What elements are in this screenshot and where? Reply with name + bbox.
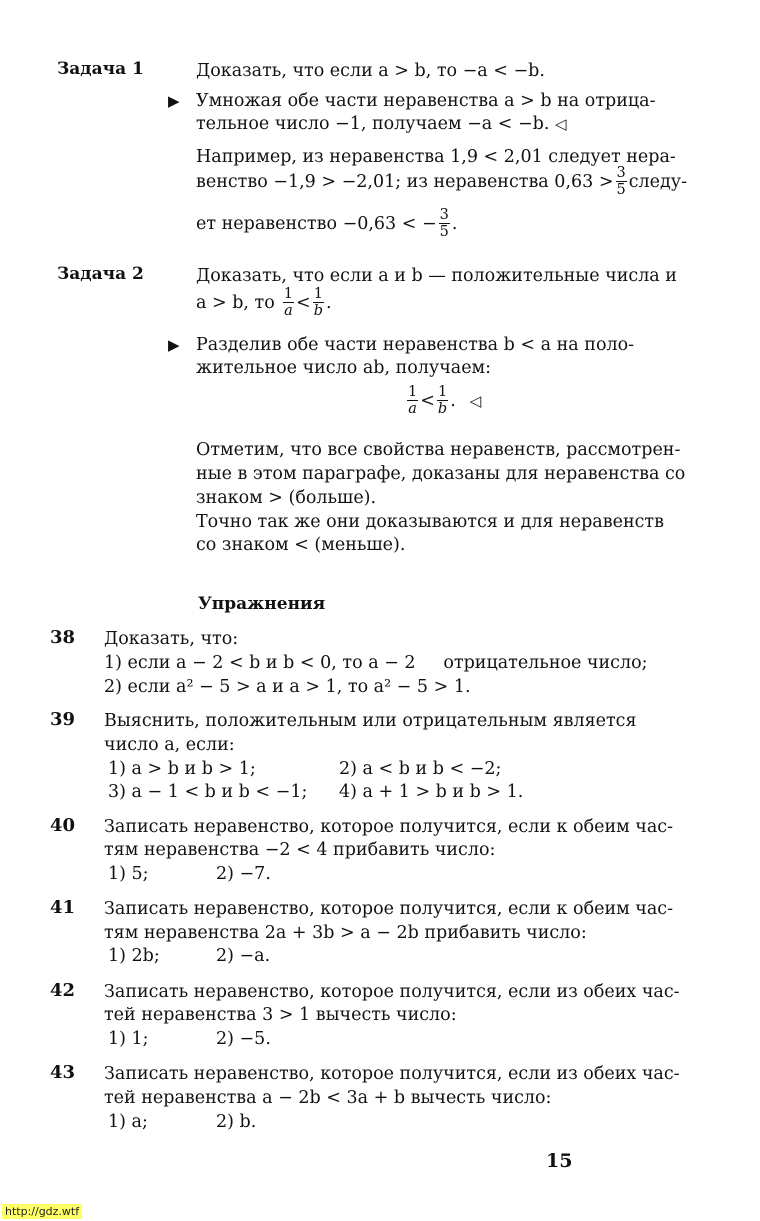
task2-result-formula: $\frac{1}{a}$ < $\frac{1}{b}$ . ◁ xyxy=(408,384,482,417)
fraction-1-a: $\frac{1}{a}$ xyxy=(408,384,418,417)
proof-end-icon: ◁ xyxy=(555,115,567,133)
exercise-option: 1) a > b и b > 1; xyxy=(108,759,256,779)
exercise-number: 41 xyxy=(50,897,76,918)
exercise-option: 1) 5; xyxy=(108,864,149,884)
proof-end-icon: ◁ xyxy=(469,391,482,410)
exercise-text: тям неравенства −2 < 4 прибавить число: xyxy=(104,840,496,860)
exercise-text: Записать неравенство, которое получится, если к обеим час- xyxy=(104,899,674,919)
fraction-3-5: $\frac{3}{5}$ xyxy=(439,207,449,240)
exercise-number: 42 xyxy=(50,980,76,1001)
exercise-text: тей неравенства 3 > 1 вычесть число: xyxy=(104,1005,457,1025)
exercise-text: Доказать, что: xyxy=(104,629,239,649)
fraction-1-a: $\frac{1}{a}$ xyxy=(283,286,294,319)
task1-statement: Доказать, что если a > b, то −a < −b. xyxy=(196,61,545,81)
exercise-text: тям неравенства 2a + 3b > a − 2b прибавить число: xyxy=(104,923,587,943)
task1-proof-line1: Умножая обе части неравенства a > b на отрица- xyxy=(196,91,656,111)
exercise-option: 1) a; xyxy=(108,1112,148,1132)
exercises-title: Упражнения xyxy=(198,594,326,614)
exercise-number: 40 xyxy=(50,815,76,836)
exercise-option: 2) −5. xyxy=(216,1029,271,1049)
exercise-option: 1) 2b; xyxy=(108,946,160,966)
proof-start-icon: ▶ xyxy=(168,92,180,110)
exercise-option: 2) a < b и b < −2; xyxy=(339,759,502,779)
exercise-number: 43 xyxy=(50,1062,76,1083)
exercise-text: число a, если: xyxy=(104,735,235,755)
proof-start-icon: ▶ xyxy=(168,336,180,354)
exercise-option: 4) a + 1 > b и b > 1. xyxy=(339,782,524,802)
fraction-3-5: $\frac{3}{5}$ xyxy=(616,165,626,198)
fraction-1-b: $\frac{1}{b}$ xyxy=(437,384,448,417)
exercise-option: 2) b. xyxy=(216,1112,257,1132)
task2-remark-line2: ные в этом параграфе, доказаны для неравенства со xyxy=(196,464,686,484)
exercise-option: 3) a − 1 < b и b < −1; xyxy=(108,782,308,802)
exercise-option: 1) 1; xyxy=(108,1029,149,1049)
task1-example-line1: Например, из неравенства 1,9 < 2,01 следует нера- xyxy=(196,147,676,167)
page-number: 15 xyxy=(546,1150,573,1172)
exercise-text: 1) если a − 2 < b и b < 0, то a − 2 отрицательное число; xyxy=(104,653,648,673)
task1-example-line2: венство −1,9 > −2,01; из неравенства 0,63 > $\frac{3}{5}$ следу- xyxy=(196,165,687,198)
task2-remark-line5: со знаком < (меньше). xyxy=(196,535,406,555)
task2-remark-line1: Отметим, что все свойства неравенств, рассмотрен- xyxy=(196,440,681,460)
task1-label: Задача 1 xyxy=(57,59,144,79)
task1-proof-line2: тельное число −1, получаем −a < −b. ◁ xyxy=(196,114,567,134)
exercise-text: тей неравенства a − 2b < 3a + b вычесть число: xyxy=(104,1088,552,1108)
watermark-link[interactable]: http://gdz.wtf xyxy=(2,1204,82,1219)
task2-statement-line2: a > b, то $\frac{1}{a}$ < $\frac{1}{b}$ . xyxy=(196,286,332,319)
task2-proof-line1: Разделив обе части неравенства b < a на поло- xyxy=(196,335,635,355)
exercise-number: 38 xyxy=(50,627,76,648)
exercise-option: 2) −a. xyxy=(216,946,271,966)
exercise-text: Записать неравенство, которое получится, если из обеих час- xyxy=(104,982,680,1002)
task1-example-line3: ет неравенство −0,63 < − $\frac{3}{5}$ . xyxy=(196,207,458,240)
exercise-number: 39 xyxy=(50,709,76,730)
exercise-text: 2) если a² − 5 > a и a > 1, то a² − 5 > 1. xyxy=(104,677,471,697)
exercise-text: Записать неравенство, которое получится, если к обеим час- xyxy=(104,817,674,837)
task2-statement-line1: Доказать, что если a и b — положительные числа и xyxy=(196,266,677,286)
exercise-text: Записать неравенство, которое получится, если из обеих час- xyxy=(104,1064,680,1084)
task2-label: Задача 2 xyxy=(57,264,144,284)
task2-remark-line4: Точно так же они доказываются и для неравенств xyxy=(196,512,664,532)
task2-proof-line2: жительное число ab, получаем: xyxy=(196,358,492,378)
exercise-text: Выяснить, положительным или отрицательным является xyxy=(104,711,637,731)
fraction-1-b: $\frac{1}{b}$ xyxy=(313,286,323,319)
exercise-option: 2) −7. xyxy=(216,864,271,884)
task2-remark-line3: знаком > (больше). xyxy=(196,488,377,508)
